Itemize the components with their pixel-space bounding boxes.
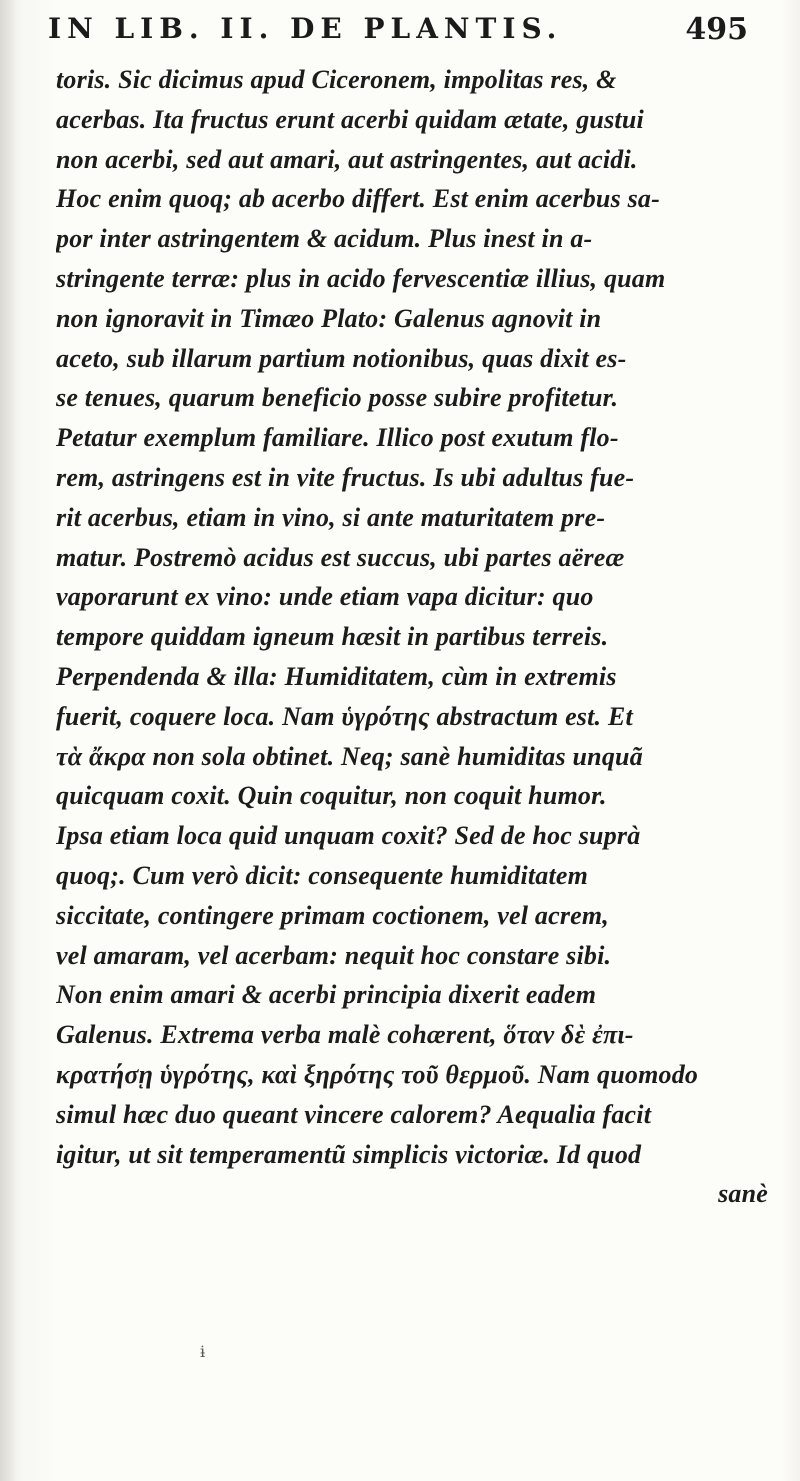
text-line: vaporarunt ex vino: unde etiam vapa dicitur: quo	[56, 582, 594, 612]
text-line: simul hæc duo queant vincere calorem? Aequalia facit	[56, 1099, 652, 1129]
text-line: matur. Postremò acidus est succus, ubi partes aëreæ	[56, 542, 625, 572]
page-number: 495	[685, 12, 748, 47]
text-line: acerbas. Ita fructus erunt acerbi quidam ætate, gustui	[56, 104, 644, 134]
running-head: IN LIB. II. DE PLANTIS.	[48, 12, 563, 45]
page-header	[48, 12, 758, 58]
text-line: non ignoravit in Timæo Plato: Galenus agnovit in	[56, 303, 602, 333]
text-line: igitur, ut sit temperamentũ simplicis victoriæ. Id quod	[56, 1139, 642, 1169]
text-line: quicquam coxit. Quin coquitur, non coquit humor.	[56, 781, 607, 811]
text-line: quoq;. Cum verò dicit: consequente humiditatem	[56, 860, 589, 890]
text-line: siccitate, contingere primam coctionem, vel acrem,	[56, 900, 610, 930]
text-line: Ipsa etiam loca quid unquam coxit? Sed de hoc suprà	[56, 821, 641, 851]
text-line: τὰ ἄκρα non sola obtinet. Neq; sanè humiditas unquã	[56, 741, 643, 771]
text-line: aceto, sub illarum partium notionibus, quas dixit es-	[56, 343, 627, 373]
text-line: Hoc enim quoq; ab acerbo differt. Est enim acerbus sa-	[56, 184, 660, 214]
catchword: sanè	[718, 1179, 768, 1209]
text-line: vel amaram, vel acerbam: nequit hoc constare sibi.	[56, 940, 612, 970]
signature-mark: ɨ	[200, 1342, 206, 1361]
text-line: stringente terræ: plus in acido fervescentiæ illius, quam	[56, 263, 666, 293]
text-line: fuerit, coquere loca. Nam ὑγρότης abstractum est. Et	[56, 701, 633, 731]
text-line: rem, astringens est in vite fructus. Is ubi adultus fue-	[56, 462, 635, 492]
text-line: κρατήσῃ ὑγρότης, καὶ ξηρότης τοῦ θερμοῦ. Nam quomodo	[56, 1059, 699, 1089]
text-line: non acerbi, sed aut amari, aut astringentes, aut acidi.	[56, 144, 638, 174]
text-line: toris. Sic dicimus apud Ciceronem, impolitas res, &	[56, 65, 617, 94]
page-gutter	[0, 0, 14, 1481]
text-line: tempore quiddam igneum hæsit in partibus terreis.	[56, 622, 609, 652]
text-line: se tenues, quarum beneficio posse subire profitetur.	[56, 383, 619, 413]
body-text	[56, 60, 768, 1214]
text-line: rit acerbus, etiam in vino, si ante maturitatem pre-	[56, 502, 606, 532]
text-line: Non enim amari & acerbi principia dixerit eadem	[56, 980, 597, 1010]
text-line: Galenus. Extrema verba malè cohærent, ὅταν δὲ ἐπι-	[56, 1020, 634, 1050]
text-line: Perpendenda & illa: Humiditatem, cùm in extremis	[56, 661, 617, 691]
text-line: Petatur exemplum familiare. Illico post exutum flo-	[56, 423, 619, 453]
text-line: por inter astringentem & acidum. Plus inest in a-	[56, 224, 593, 254]
